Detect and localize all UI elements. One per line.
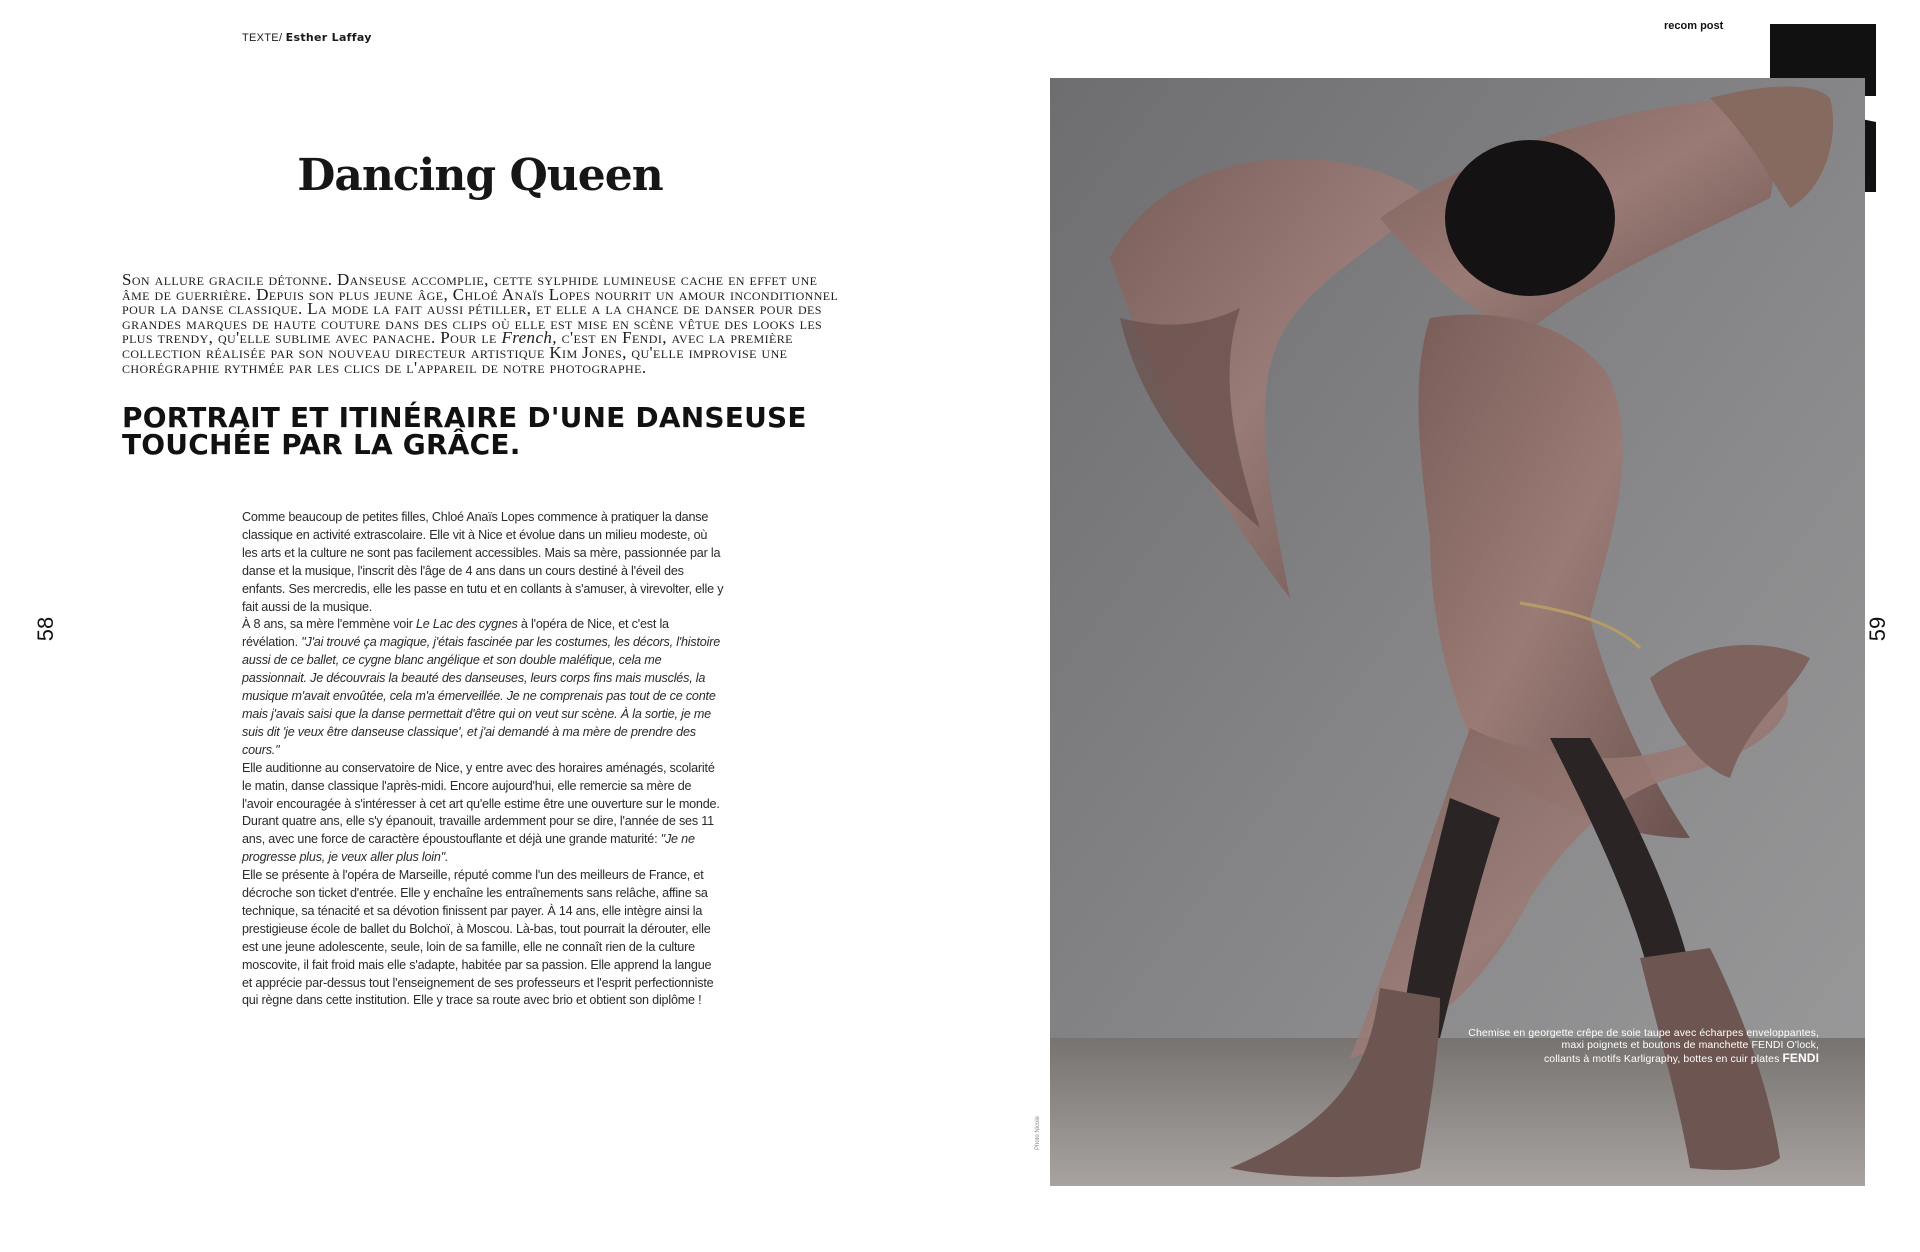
fashion-photo: [1050, 78, 1865, 1186]
body-paragraph-3: [242, 760, 724, 867]
article-intro: [122, 270, 848, 377]
photo-caption: [1359, 1027, 1819, 1065]
caption-line-3-text: collants à motifs Karligraphy, bottes en cuir plates: [1543, 1052, 1783, 1065]
intro-part1: Son allure gracile détonne. Danseuse accomplie, cette sylphide lumineuse cache en effet une âme de guerrière. Depuis son plus jeune âge, Chloé Anaïs Lopes nourrit un amour inconditionnel pour la danse classique. La mode la fait aussi pétiller, et elle a la chance de danser pour des grandes marques de haute couture dans des clips où elle est mise en scène vêtue des looks les plus trendy, qu'elle sublime avec panache. Pour le: [122, 270, 839, 348]
caption-line-1: Chemise en georgette crêpe de soie taupe avec écharpes enveloppantes,: [1468, 1027, 1819, 1039]
body-p2-ballet-title: Le Lac des cygnes: [416, 617, 518, 632]
intro-part2: c'est en Fendi, avec la première collection réalisée par son nouveau directeur artistique Kim Jones, qu'elle improvise une chorégraphie rythmée par les clics de l'appareil de notre photographe.: [122, 328, 793, 377]
body-paragraph-2: [242, 616, 724, 759]
article-title: Dancing Queen: [297, 150, 663, 201]
article-headline: PORTRAIT ET ITINÉRAIRE D'UNE DANSEUSE TOUCHÉE PAR LA GRÂCE.: [122, 401, 807, 461]
body-p2-quote: "J'ai trouvé ça magique, j'étais fascinée par les costumes, les décors, l'histoire aussi de ce ballet, ce cygne blanc angélique et son double maléfique, cela me passionnait. Je découvrais la beauté des danseuses, leurs corps fins mais musclés, la musique m'avait envoûtée, cela m'a émerveillée. Je ne comprenais pas tout de ce conte mais j'avais saisi que la danse permettait d'être qui on veut sur scène. À la sortie, je me suis dit 'je veux être danseuse classique', et j'ai demandé à ma mère de prendre des cours.": [242, 635, 720, 757]
page-number-left: 58: [33, 616, 59, 642]
page-number-right: 59: [1865, 616, 1891, 642]
byline-label: TEXTE/: [242, 32, 286, 44]
byline: [242, 31, 372, 44]
body-p2-text: À 8 ans, sa mère l'emmène voir: [242, 617, 416, 632]
body-paragraph-4: Elle se présente à l'opéra de Marseille, réputé comme l'un des meilleurs de France, et décroche son ticket d'entrée. Elle y enchaîne les entraînements sans relâche, affine sa technique, sa ténacité et sa dévotion finissent par payer. À 14 ans, elle intègre ainsi la prestigieuse école de ballet du Bolchoï, à Moscou. Là-bas, tout pourrait la dérouter, elle est une jeune adolescente, seule, loin de sa famille, elle ne connaît rien de la culture moscovite, il fait froid mais elle s'adapte, habitée par sa passion. Elle apprend la langue et apprécie par-dessus tout l'enseignement de ses professeurs et l'esprit perfectionniste qui règne dans cette institution. Elle y trace sa route avec brio et obtient son diplôme !: [242, 868, 714, 1008]
article-body: [242, 509, 724, 1010]
brand-label: recom post: [1664, 20, 1724, 32]
body-p3-text: Elle auditionne au conservatoire de Nice, y entre avec des horaires aménagés, scolarité le matin, danse classique l'après-midi. Encore aujourd'hui, elle remercie sa mère de l'avoir encouragée à s'intéresser à cet art qu'elle estime être une ouverture sur le monde. Durant quatre ans, elle s'y épanouit, travaille ardemment pour se dire, l'année de ses 11 ans, avec une force de caractère époustouflante et déjà une grande maturité:: [242, 760, 720, 847]
body-p2-text-2: à l'opéra de Nice, et c'est la révélation.: [242, 617, 669, 650]
body-p3-quote: "Je ne progresse plus, je veux aller plus loin".: [242, 832, 695, 865]
body-paragraph-1: Comme beaucoup de petites filles, Chloé Anaïs Lopes commence à pratiquer la danse classique en activité extrascolaire. Elle vit à Nice et évolue dans un milieu modeste, où les arts et la culture ne sont pas facilement accessibles. Mais sa mère, passionnée par la danse et la musique, l'inscrit dès l'âge de 4 ans dans un cours destiné à l'éveil des enfants. Ses mercredis, elle les passe en tutu et en collants à s'amuser, à virevolter, elle y fait aussi de la musique.: [242, 510, 724, 614]
caption-line-3: [1359, 1052, 1819, 1065]
caption-brand: FENDI: [1782, 1050, 1819, 1065]
photo-credit: Photo Nicole: [1035, 1115, 1041, 1150]
intro-magazine-name: French,: [501, 328, 557, 348]
byline-author: Esther Laffay: [285, 31, 372, 44]
dancer-illustration: [1050, 78, 1865, 1186]
caption-line-2: maxi poignets et boutons de manchette FENDI O'lock,: [1561, 1039, 1819, 1052]
